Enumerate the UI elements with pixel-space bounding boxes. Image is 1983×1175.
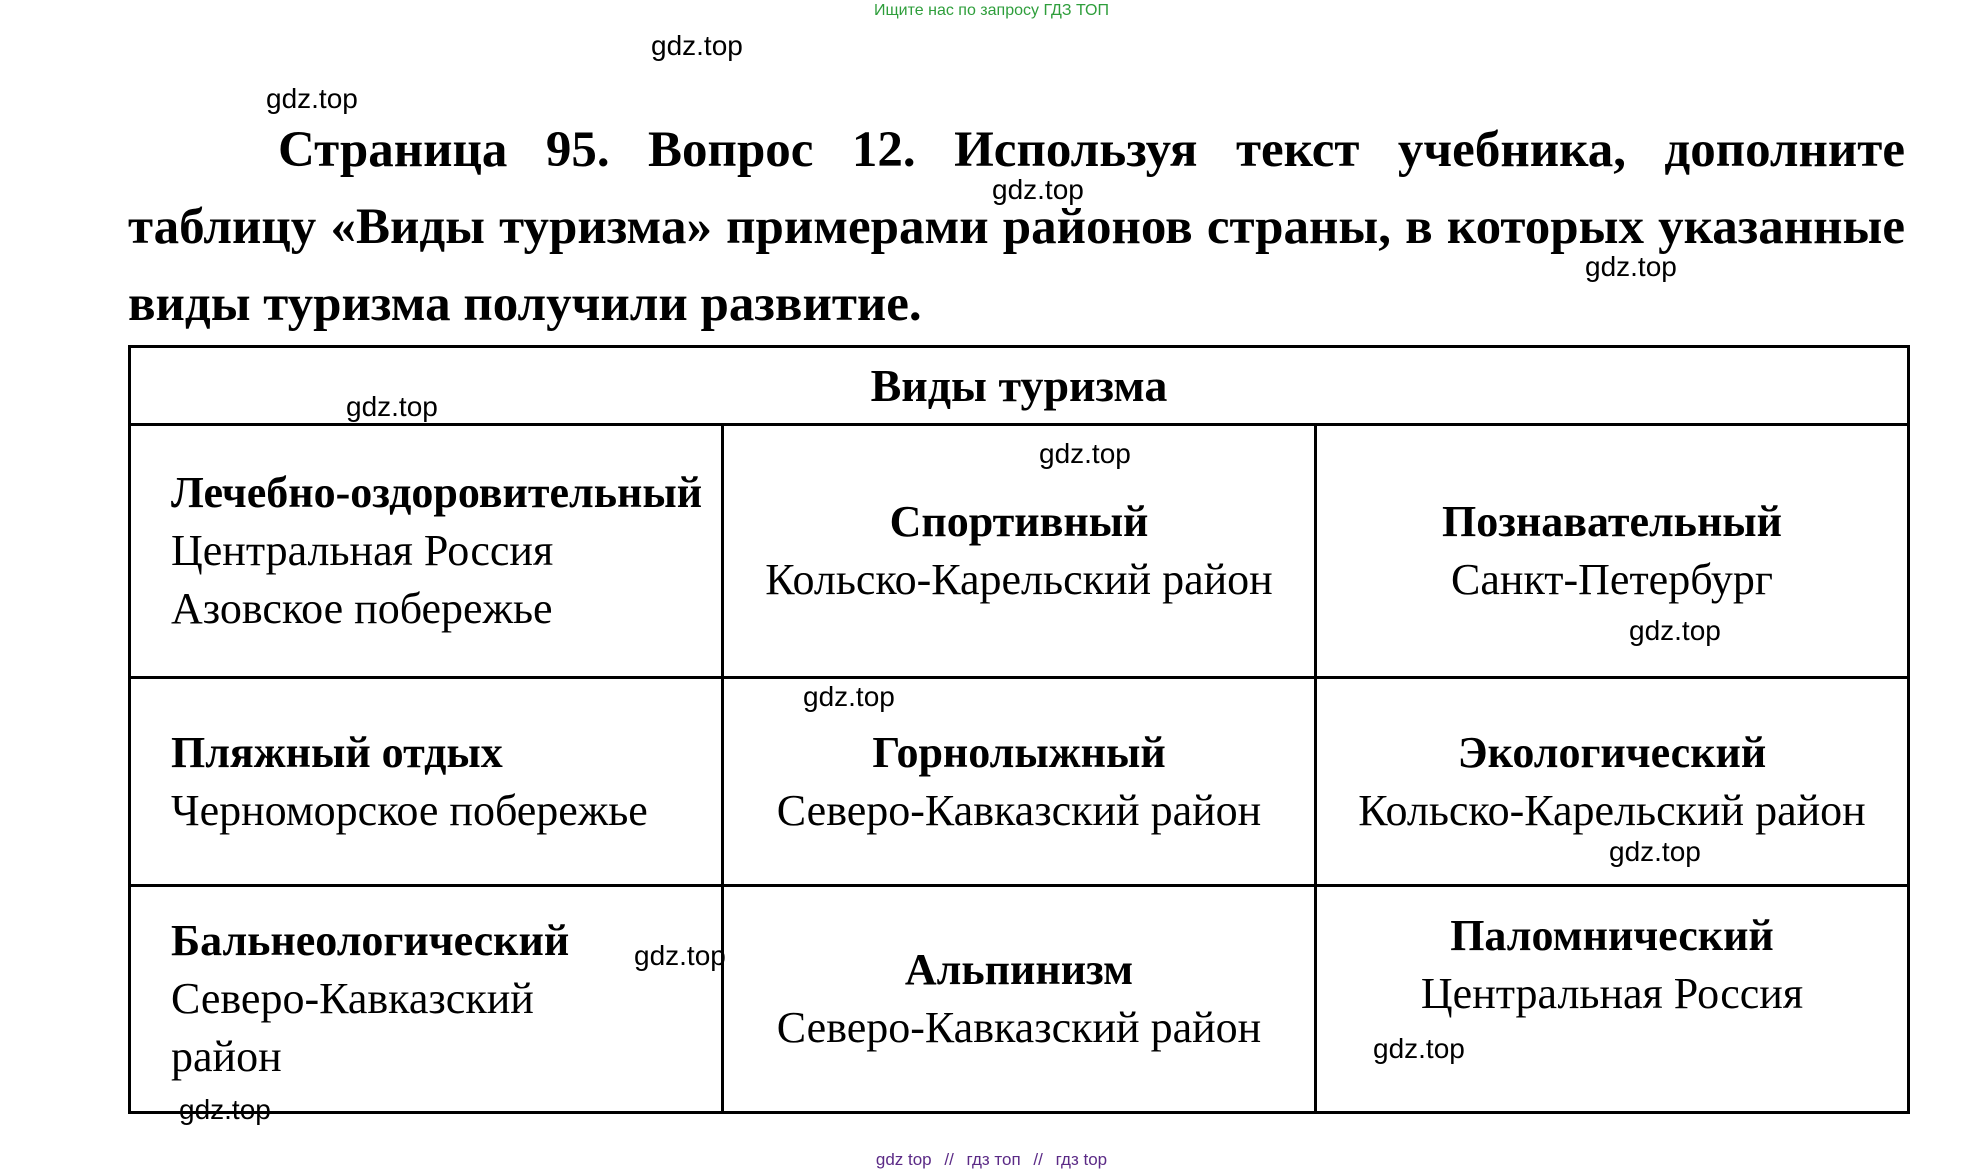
watermark: gdz.top (266, 83, 358, 114)
table-cell-pilgrim (1316, 886, 1909, 1113)
task-statement: Страница 95. Вопрос 12. Используя текст учебника, дополните таблицу «Виды туризма» примерами районов страны, в которых указанные виды туризма получили развитие. (128, 122, 1905, 332)
tourism-region: Азовское побережье (171, 584, 553, 633)
tourism-region: Северо-Кавказский район (776, 785, 1262, 835)
table-row (130, 886, 1909, 1113)
tourism-region: Центральная Россия (171, 526, 554, 575)
tourism-region: Черноморское побережье (171, 785, 648, 835)
table-cell-balneo (130, 886, 723, 1113)
footer-links (0, 1150, 1983, 1170)
watermark: gdz.top (1609, 836, 1701, 867)
table-cell-cognitive (1316, 425, 1909, 678)
tourism-region: Центральная Россия (1420, 969, 1804, 1018)
watermark: gdz.top (651, 30, 743, 61)
tourism-region: Северо-Кавказский район (171, 974, 534, 1081)
watermark: gdz.top (992, 174, 1084, 205)
watermark: gdz.top (1039, 438, 1131, 469)
table-cell-medical (130, 425, 723, 678)
task-text (128, 112, 1905, 343)
top-banner: Ищите нас по запросу ГДЗ ТОП (874, 2, 1109, 19)
tourism-type: Познавательный (1441, 497, 1783, 546)
watermark: gdz.top (1585, 251, 1677, 282)
watermark: gdz.top (634, 940, 726, 971)
footer-separator: // (1033, 1150, 1043, 1169)
tourism-type: Лечебно-оздоровительный (171, 468, 703, 517)
tourism-type: Экологический (1457, 727, 1767, 777)
footer-link[interactable]: гдз top (1055, 1150, 1108, 1169)
watermark: gdz.top (179, 1094, 271, 1125)
tourism-region: Санкт-Петербург (1451, 555, 1773, 604)
footer-link[interactable]: gdz top (875, 1150, 932, 1169)
footer-separator: // (944, 1150, 954, 1169)
tourism-region: Кольско-Карельский район (765, 555, 1273, 604)
tourism-type: Бальнеологический (171, 916, 570, 965)
watermark: gdz.top (803, 681, 895, 712)
table-cell-beach (130, 678, 723, 886)
tourism-region: Кольско-Карельский район (1358, 785, 1866, 835)
tourism-types-table (128, 345, 1910, 1114)
tourism-type: Паломнический (1450, 911, 1774, 960)
tourism-type: Пляжный отдых (171, 727, 503, 777)
table-title: Виды туризма (130, 347, 1909, 425)
tourism-region: Северо-Кавказский район (776, 1003, 1262, 1052)
table-cell-alpinism (723, 886, 1316, 1113)
watermark: gdz.top (1373, 1033, 1465, 1064)
watermark: gdz.top (346, 391, 438, 422)
table-cell-sport (723, 425, 1316, 678)
footer-link[interactable]: гдз топ (966, 1150, 1021, 1169)
tourism-type: Спортивный (889, 497, 1149, 546)
watermark: gdz.top (1629, 615, 1721, 646)
tourism-type: Альпинизм (904, 945, 1134, 994)
tourism-type: Горнолыжный (872, 727, 1166, 777)
